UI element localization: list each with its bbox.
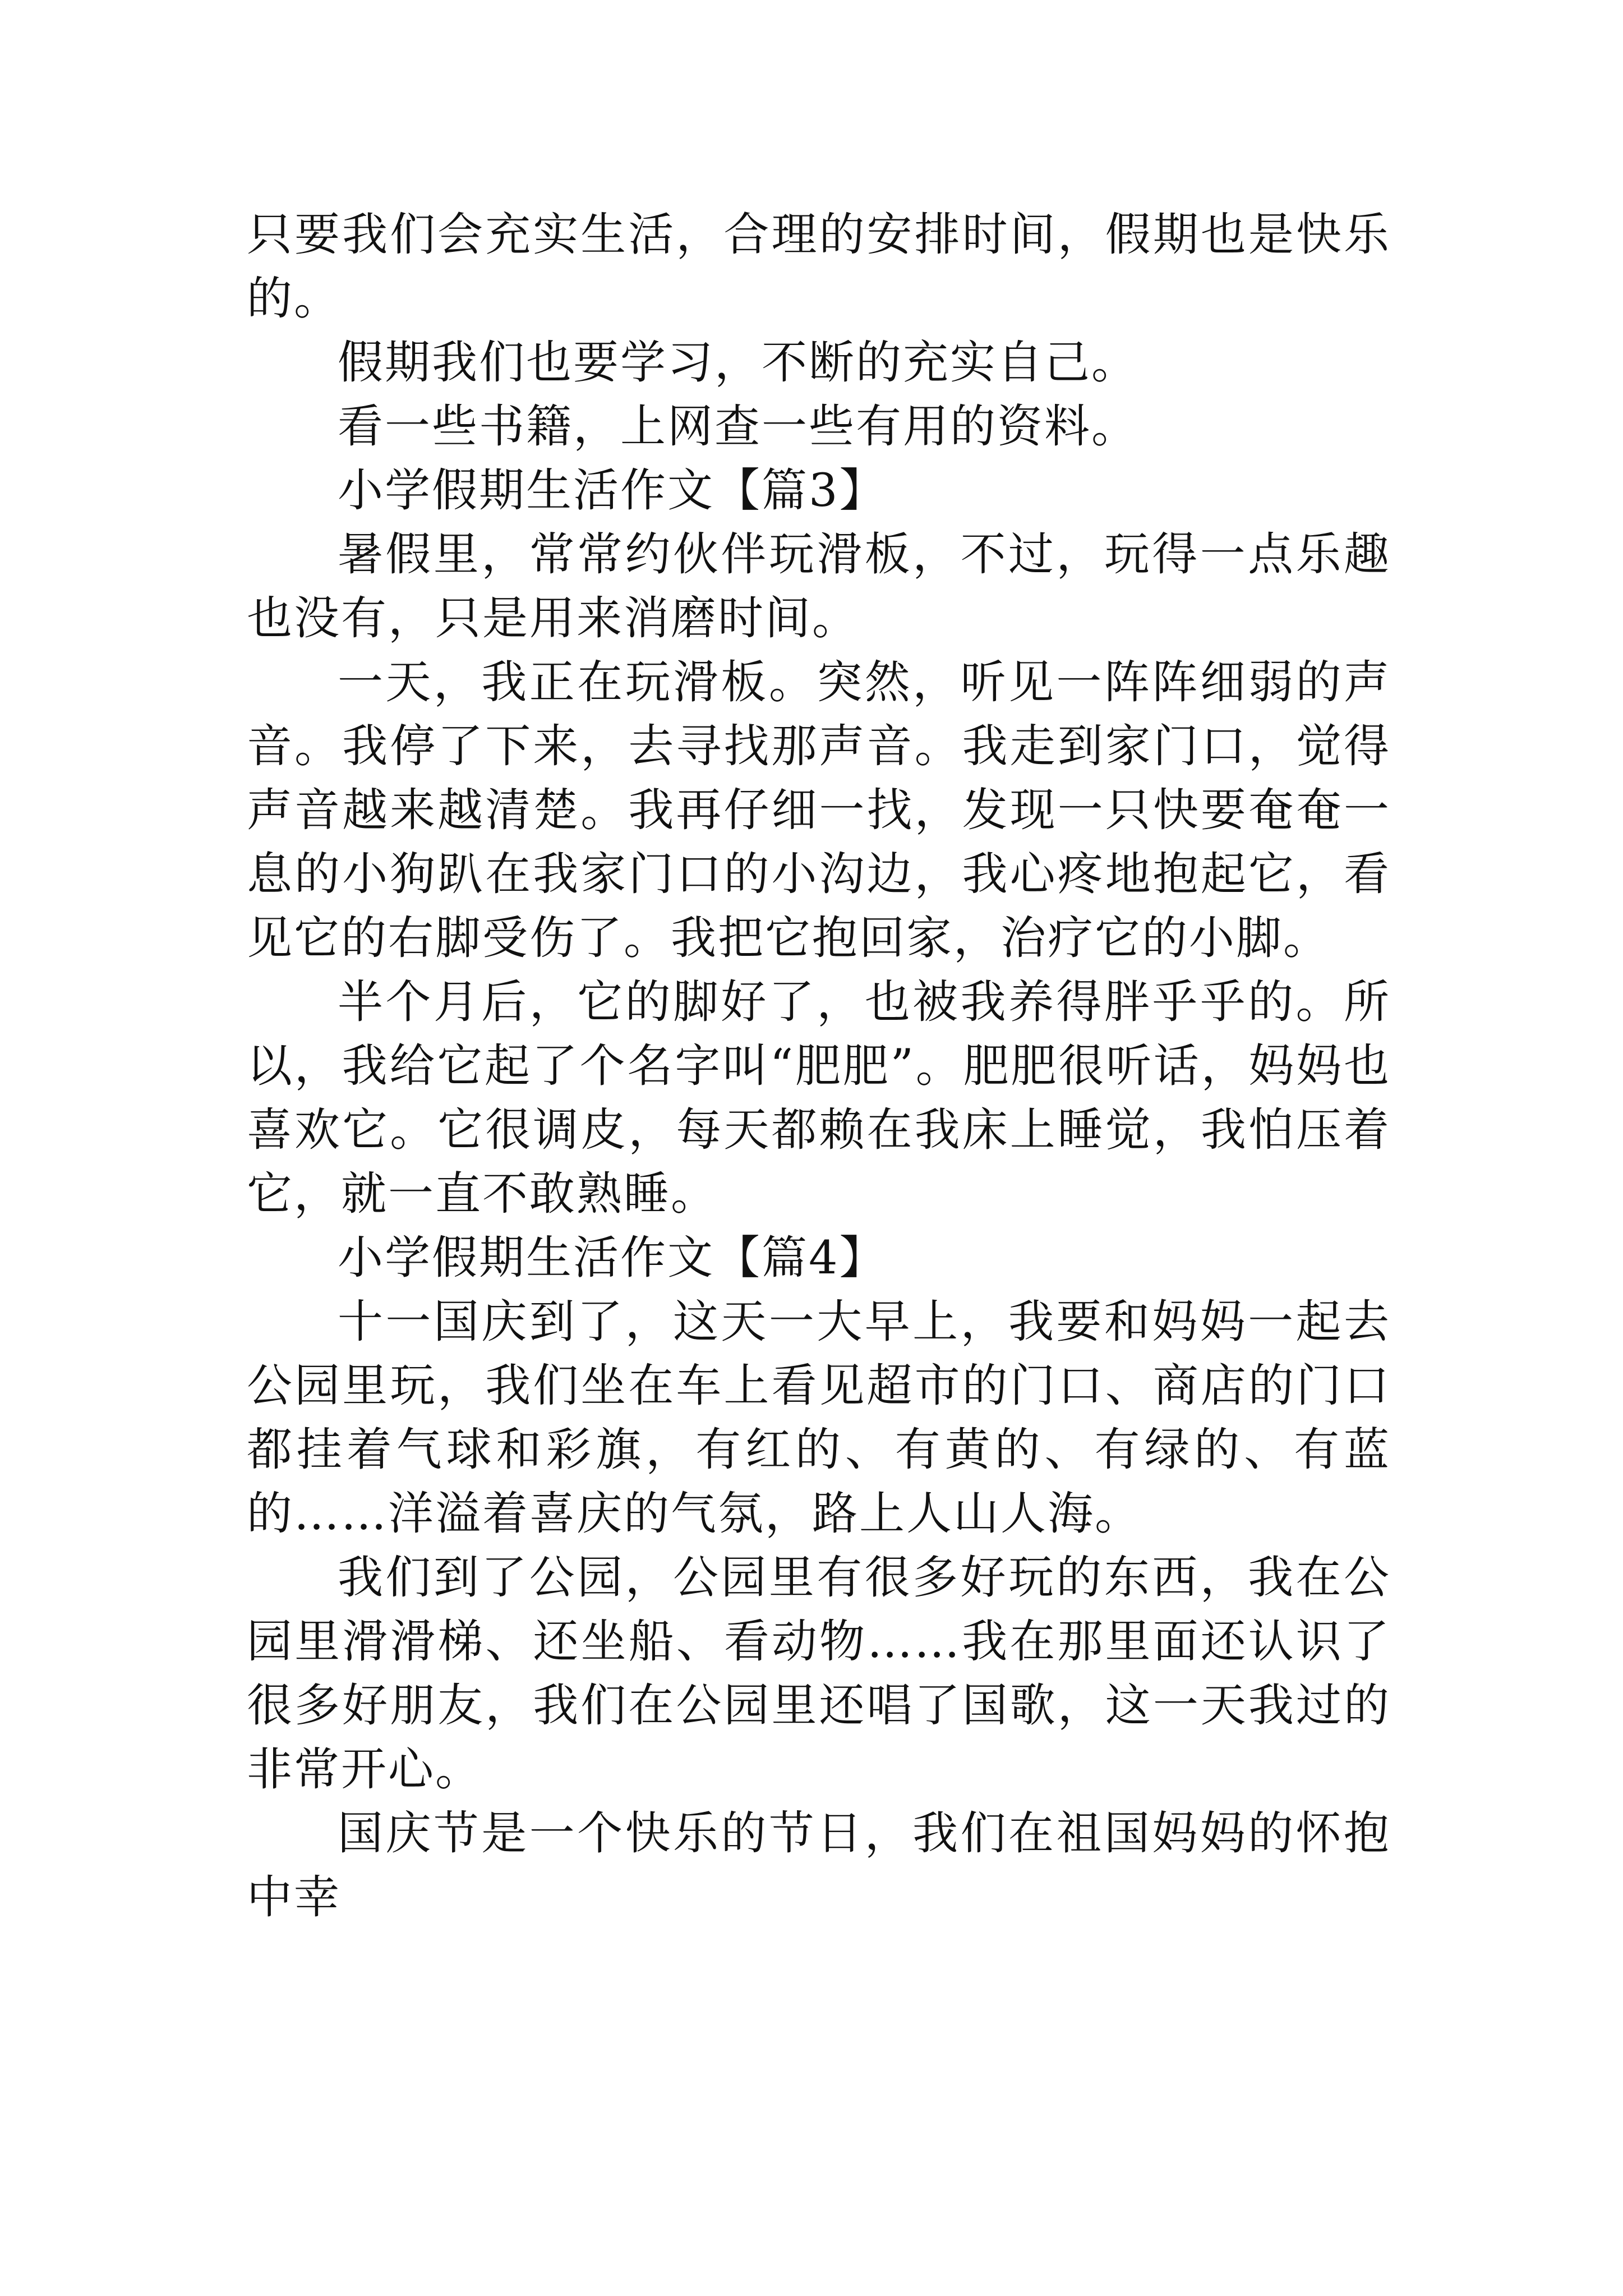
paragraph-continuation: 只要我们会充实生活，合理的安排时间，假期也是快乐的。 bbox=[247, 209, 1391, 325]
section-heading-3: 小学假期生活作文【篇3】 bbox=[338, 464, 887, 517]
section-heading-4: 小学假期生活作文【篇4】 bbox=[338, 1232, 887, 1285]
paragraph: 假期我们也要学习，不断的充实自己。 bbox=[338, 337, 1139, 389]
paragraph: 国庆节是一个快乐的节日，我们在祖国妈妈的怀抱中幸 bbox=[247, 1807, 1391, 1924]
paragraph: 暑假里，常常约伙伴玩滑板，不过，玩得一点乐趣也没有，只是用来消磨时间。 bbox=[247, 528, 1391, 645]
document-body bbox=[247, 203, 1391, 1930]
paragraph: 半个月后，它的脚好了，也被我养得胖乎乎的。所以，我给它起了个名字叫“肥肥”。肥肥很听话，妈妈也喜欢它。它很调皮，每天都赖在我床上睡觉，我怕压着它，就一直不敢熟睡。 bbox=[247, 976, 1391, 1221]
paragraph: 看一些书籍，上网查一些有用的资料。 bbox=[338, 401, 1139, 453]
paragraph: 一天，我正在玩滑板。突然，听见一阵阵细弱的声音。我停了下来，去寻找那声音。我走到家门口，觉得声音越来越清楚。我再仔细一找，发现一只快要奄奄一息的小狗趴在我家门口的小沟边，我心疼地抱起它，看见它的右脚受伤了。我把它抱回家，治疗它的小脚。 bbox=[247, 656, 1391, 965]
paragraph: 我们到了公园，公园里有很多好玩的东西，我在公园里滑滑梯、还坐船、看动物……我在那里面还认识了很多好朋友，我们在公园里还唱了国歌，这一天我过的非常开心。 bbox=[247, 1552, 1391, 1796]
paragraph: 十一国庆到了，这天一大早上，我要和妈妈一起去公园里玩，我们坐在车上看见超市的门口、商店的门口都挂着气球和彩旗，有红的、有黄的、有绿的、有蓝的……洋溢着喜庆的气氛，路上人山人海。 bbox=[247, 1296, 1391, 1540]
